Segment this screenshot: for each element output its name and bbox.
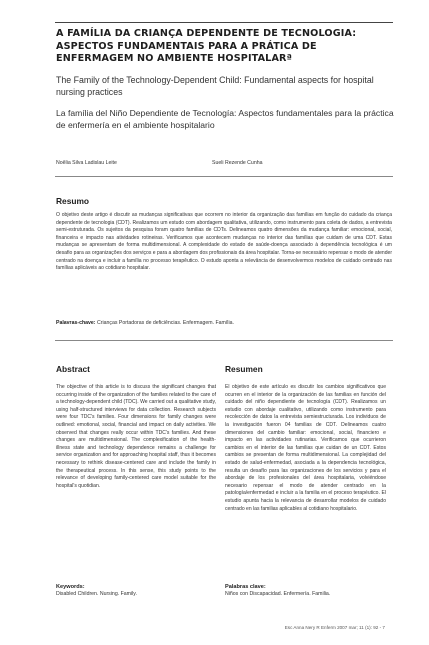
abstract-text: The objective of this article is to discuss the significant changes that occurring inside of the organization of the families related to the care of a technology-dependent child (TDC). We carried out a qualitative study, using half-structured interviews for data collection. Research subjects were four TDC's families. Four dimensions for family changes were outlined: emotional, social, financial and impact on daily activities. We observed that changes really occur within TDC's families. And these changes are multidimensional. The complexification of the health-illness state and technology dependence remains a challenge for service organization and for approaching hospital staff, thus it becomes necessary to rethink disease-centered care and include the family in the therapeutical process. In this sense, this study points to the relevance of developing family-centered care model suitable for the hospital's quotidian.	[56, 384, 216, 489]
abstract-heading: Abstract	[56, 364, 90, 374]
keywords-english	[56, 584, 216, 599]
section-divider	[55, 176, 393, 177]
keywords-label: Palabras clave:	[225, 584, 266, 590]
resumo-heading: Resumo	[56, 196, 90, 206]
author-name: Sueli Rezende Cunha	[212, 160, 263, 166]
title-english: The Family of the Technology-Dependent Child: Fundamental aspects for hospital nursing practices	[56, 75, 374, 97]
author-name: Noêlia Silva Ladislau Leite	[56, 160, 117, 166]
keywords-value: Disabled Children. Nursing. Family.	[56, 591, 137, 598]
keywords-value: Crianças Portadoras de deficiências. Enfermagem. Família.	[96, 320, 234, 326]
header-rule	[55, 22, 393, 23]
resumo-text: O objetivo deste artigo é discutir as mudanças significativas que ocorrem no interior da organização das famílias em função do cuidado da criança dependente de tecnologia (CDT). Realizamos um estudo com abordagem qualitativa, utilizando, como instrumento para coleta de dados, a entrevista semi-estruturada. Os sujeitos da pesquisa foram quatro famílias de CDTs. Delineamos quatro dimensões da mudança familiar: emocional, social, financeira e impacto nas atividades rotineiras. Verificamos que acontecem mudanças no interior das famílias que cuidam de uma CDT. Estas mudanças se apresentam de forma multidimensional. A complexidade do estado de saúde-doença associado à dependência tecnológica é um desafio para as organizações dos serviços e para a abordagem dos profissionais da área hospitalar. Torna-se necessário repensar o modo de atender centrado na doença e incluir a família no processo terapêutico. O estudo aponta a relevância de desenvolvermos modelos de cuidado centrado nas famílias aplicáveis ao cotidiano hospitalar.	[56, 212, 393, 272]
resumen-text: El objetivo de este artículo es discutir los cambios significativos que ocurren en el interior de la organización de las familias en función del cuidado del niño dependiente de tecnología (CDT). Realizamos un estudio con abordaje cualitativo, utilizando como instrumento para recolección de datos la entrevista semiestructurada. Los individuos de la investigación fueron 04 familias de CDT. Delineamos cuatro dimensiones del cambio familiar: emocional, social, financiero e impacto en las actividades rutinarias. Verificamos que ocurrieron cambios en el interior de las familias que cuidan de un CDT. Estos cambios se presentan de forma multidimensional. La complejidad del estado de salud-enfermedad, asociada a la dependencia tecnológica, resulta un desafío para las organizaciones de los servicios y para el abordaje de los profesionales del área hospitalaria, volviéndose necesario repensar el modo de atender centrado en la patología/enfermedad e incluir a la familia en el proceso terapéutico. El estudio apunta hacia la relevancia de desarrollar modelos de cuidado centrado en las familias aplicables al cotidiano hospitalario.	[225, 384, 386, 512]
resumen-heading: Resumen	[225, 364, 263, 374]
keywords-spanish	[225, 584, 386, 599]
keywords-label: Palavras-chave:	[56, 320, 96, 326]
keywords-value: Niños con Discapacidad. Enfermería. Familia.	[225, 591, 331, 598]
section-divider	[55, 340, 393, 341]
keywords-portuguese	[56, 320, 392, 328]
title-spanish: La família del Niño Dependiente de Tecnología: Aspectos fundamentales para la práctica de enfermería en el ambiente hospitalario	[56, 108, 394, 130]
title-portuguese: A FAMÍLIA DA CRIANÇA DEPENDENTE DE TECNOLOGIA: ASPECTOS FUNDAMENTAIS PARA A PRÁTICA DE ENFERMAGEM NO AMBIENTE HOSPITALARª	[56, 28, 357, 65]
journal-citation: Esc Anna Nery R Enferm 2007 mar; 11 (1): 92 - 7	[284, 625, 385, 630]
keywords-label: Keywords:	[56, 584, 85, 590]
